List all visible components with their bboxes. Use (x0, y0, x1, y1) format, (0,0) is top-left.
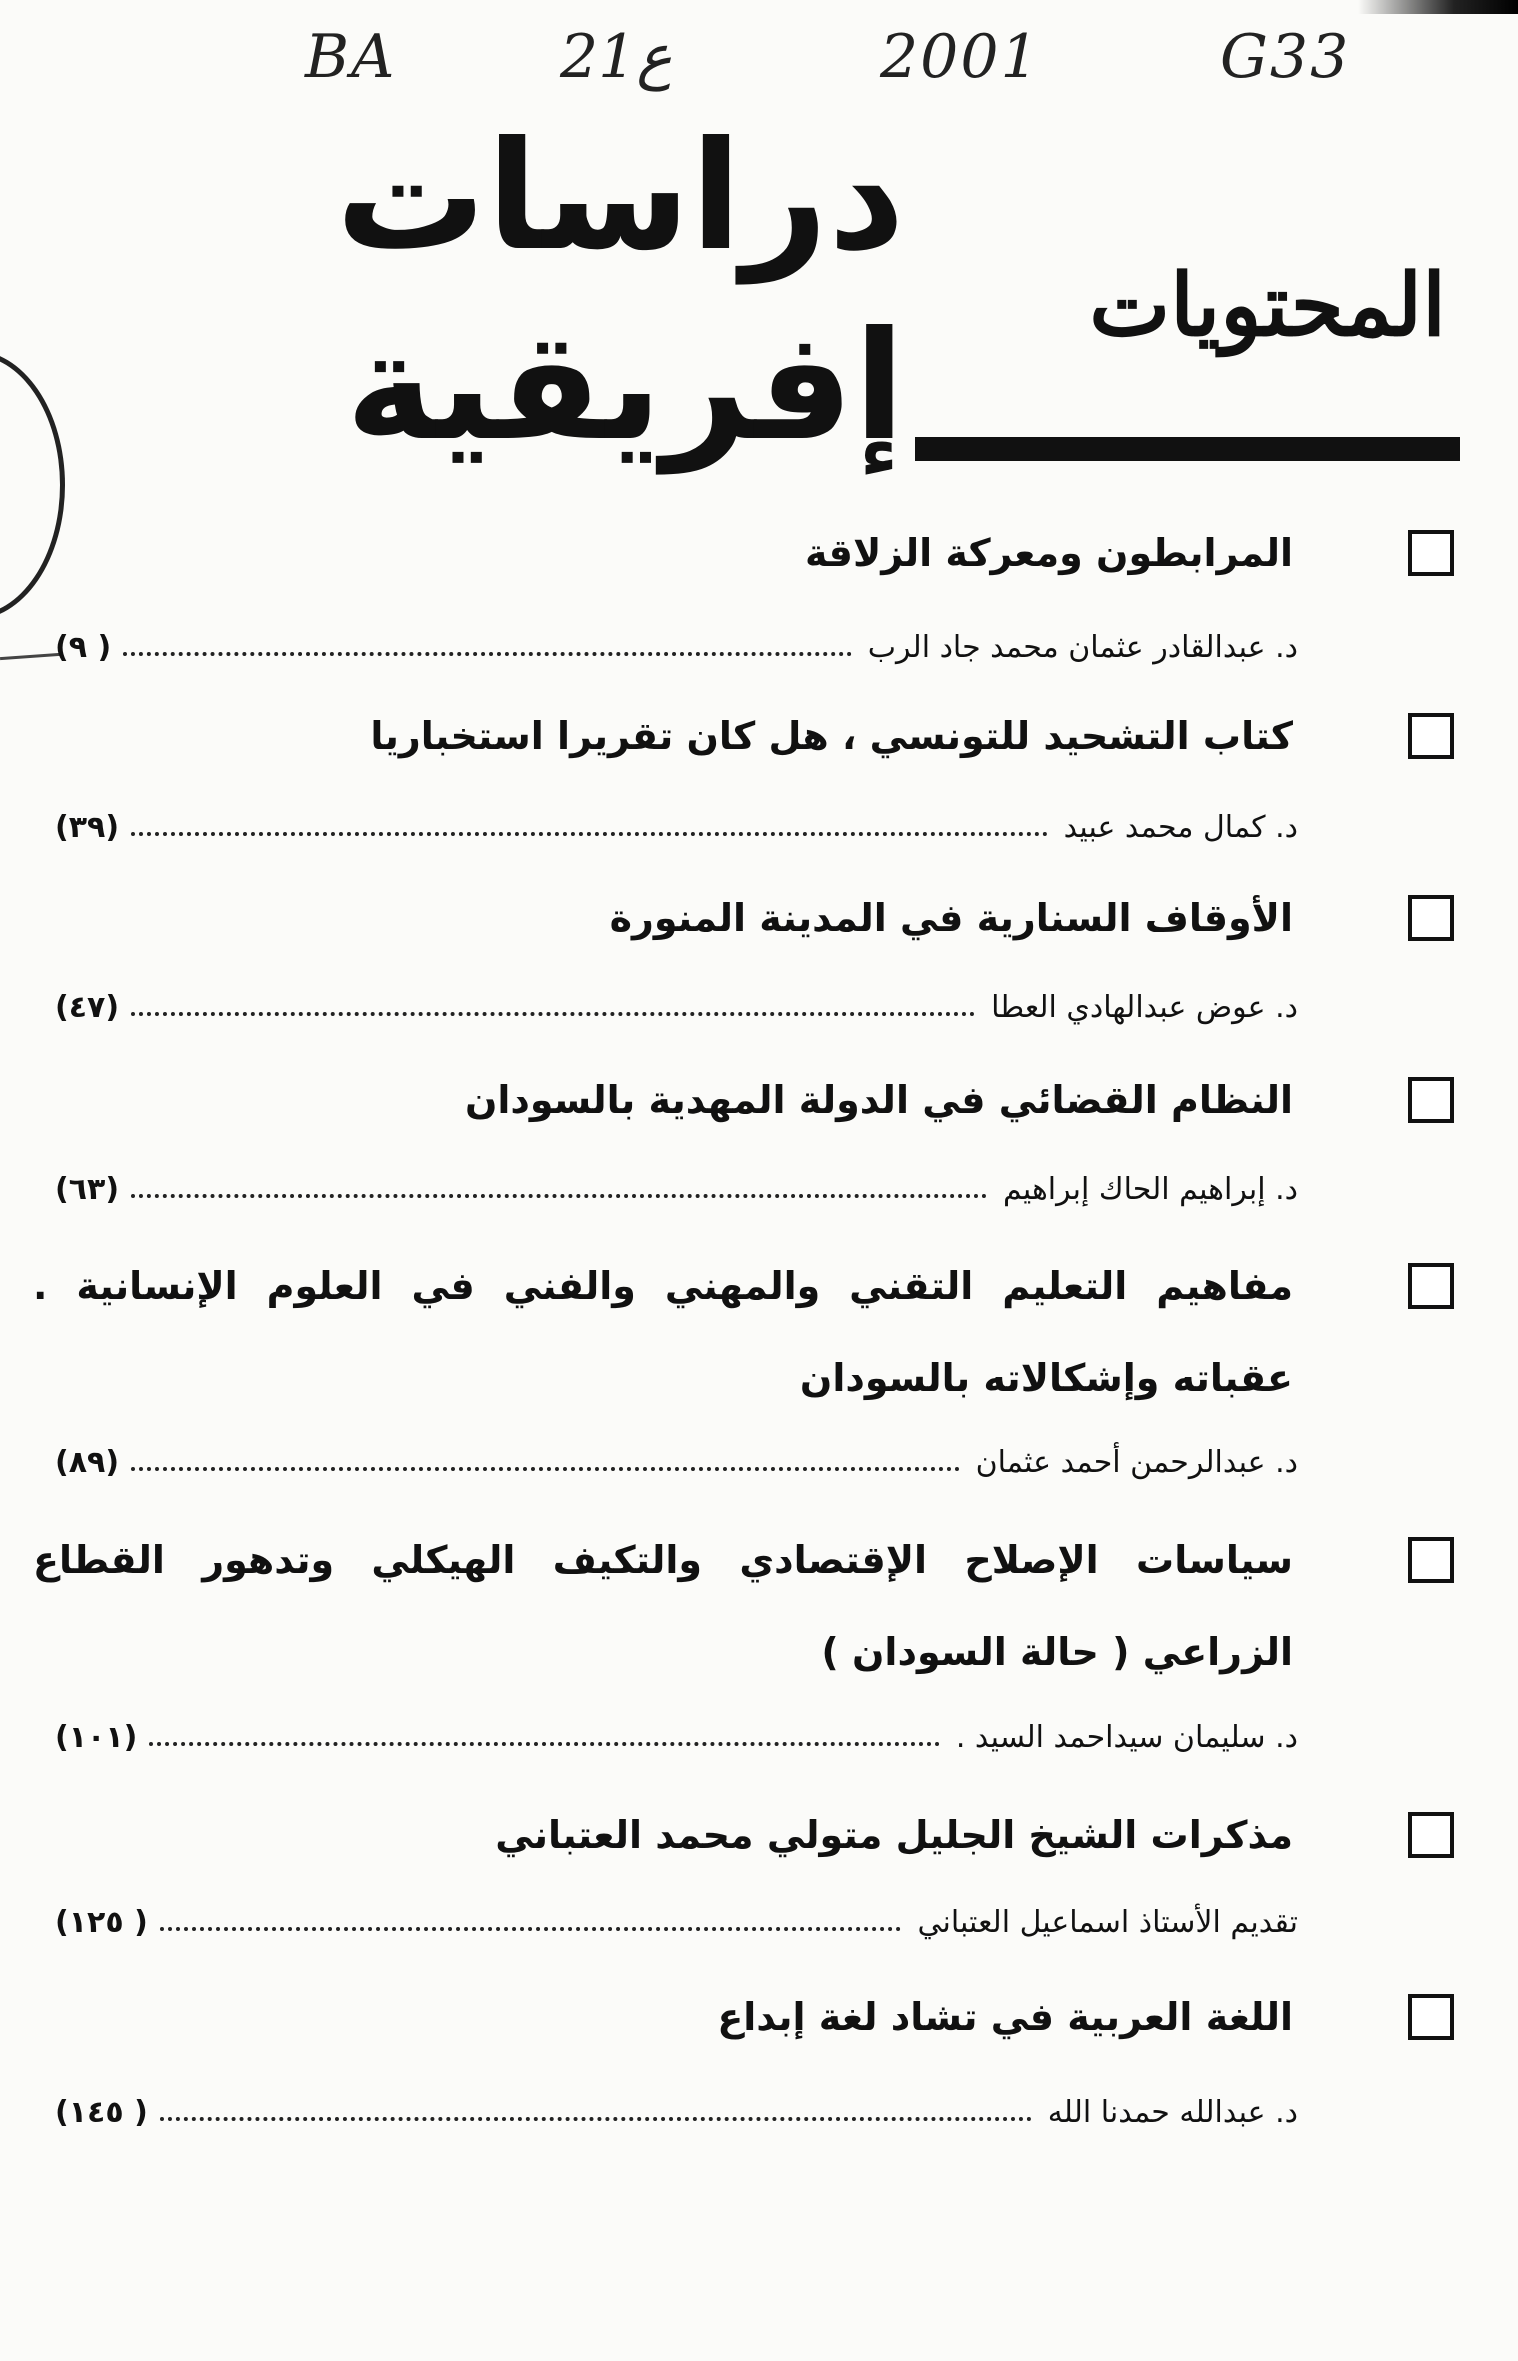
entry-4-checkbox[interactable] (1408, 1077, 1454, 1123)
entry-7-page-number: ( ١٢٥) (55, 1905, 148, 1940)
entry-3-page-number: (٤٧) (55, 990, 120, 1025)
entry-6-page-number: (١٠١) (55, 1720, 138, 1755)
entry-1-leader-dots (123, 652, 852, 656)
entry-3-checkbox[interactable] (1408, 895, 1454, 941)
entry-7-author: تقديم الأستاذ اسماعيل العتباني (917, 1905, 1298, 1940)
handwritten-note-code: G33 (1220, 22, 1351, 92)
entry-7-checkbox[interactable] (1408, 1812, 1454, 1858)
handwritten-note-year: 2001 (880, 22, 1041, 92)
entry-5-title: مفاهيم التعليم التقني والمهني والفني في العلوم الإنسانية . عقباته وإشكالاته بالسودان (33, 1264, 1293, 1400)
contents-heading: المحتويات (1089, 255, 1446, 356)
entry-2-author-line (55, 805, 1298, 845)
entry-3-title: الأوقاف السنارية في المدينة المنورة (609, 896, 1293, 940)
entry-8-leader-dots (160, 2117, 1032, 2121)
entry-6-author: د. سليمان سيداحمد السيد . (955, 1720, 1298, 1755)
masthead-line-2: إفريقية (345, 300, 905, 474)
entry-8-checkbox[interactable] (1408, 1994, 1454, 2040)
masthead-line-1: دراسات (335, 110, 905, 284)
entry-5-checkbox[interactable] (1408, 1263, 1454, 1309)
entry-1-page-number: ( ٩) (55, 630, 112, 665)
entry-5-page-number: (٨٩) (55, 1445, 120, 1480)
entry-2-author: د. كمال محمد عبيد (1063, 810, 1298, 845)
entry-8-author: د. عبدالله حمدنا الله (1047, 2095, 1298, 2130)
entry-6-author-line (55, 1715, 1298, 1755)
entry-4-title: النظام القضائي في الدولة المهدية بالسودان (464, 1078, 1293, 1122)
entry-4-page-number: (٦٣) (55, 1172, 120, 1207)
entry-4-author-line (55, 1167, 1298, 1207)
entry-1-checkbox[interactable] (1408, 530, 1454, 576)
handwritten-note-issue: 21ع (560, 22, 673, 92)
entry-1-author: د. عبدالقادر عثمان محمد جاد الرب (867, 630, 1298, 665)
entry-6-checkbox[interactable] (1408, 1537, 1454, 1583)
entry-8-title: اللغة العربية في تشاد لغة إبداع (717, 1995, 1293, 2039)
entry-4-leader-dots (131, 1194, 987, 1198)
entry-2-title: كتاب التشحيد للتونسي ، هل كان تقريرا استخباريا (370, 714, 1293, 758)
entry-5-leader-dots (131, 1467, 960, 1471)
entry-8-page-number: ( ١٤٥) (55, 2095, 148, 2130)
entry-3-leader-dots (131, 1012, 975, 1016)
entry-7-author-line (55, 1900, 1298, 1940)
entry-6-leader-dots (149, 1742, 939, 1746)
entry-2-leader-dots (131, 832, 1048, 836)
entry-5-author: د. عبدالرحمن أحمد عثمان (975, 1445, 1298, 1480)
entry-4-author: د. إبراهيم الحاك إبراهيم (1002, 1172, 1298, 1207)
entry-7-leader-dots (160, 1927, 902, 1931)
entry-3-author: د. عوض عبدالهادي العطا (991, 990, 1298, 1025)
entry-2-page-number: (٣٩) (55, 810, 120, 845)
entry-2-checkbox[interactable] (1408, 713, 1454, 759)
handwritten-note-ba: BA (305, 22, 397, 92)
entry-7-title: مذكرات الشيخ الجليل متولي محمد العتباني (495, 1813, 1293, 1857)
entry-5-author-line (55, 1440, 1298, 1480)
entry-6-title: سياسات الإصلاح الإقتصادي والتكيف الهيكلي وتدهور القطاع الزراعي ( حالة السودان ) (33, 1538, 1293, 1674)
entry-8-author-line (55, 2090, 1298, 2130)
entry-1-title: المرابطون ومعركة الزلاقة (805, 531, 1293, 575)
entry-3-author-line (55, 985, 1298, 1025)
entry-1-author-line (55, 625, 1298, 665)
